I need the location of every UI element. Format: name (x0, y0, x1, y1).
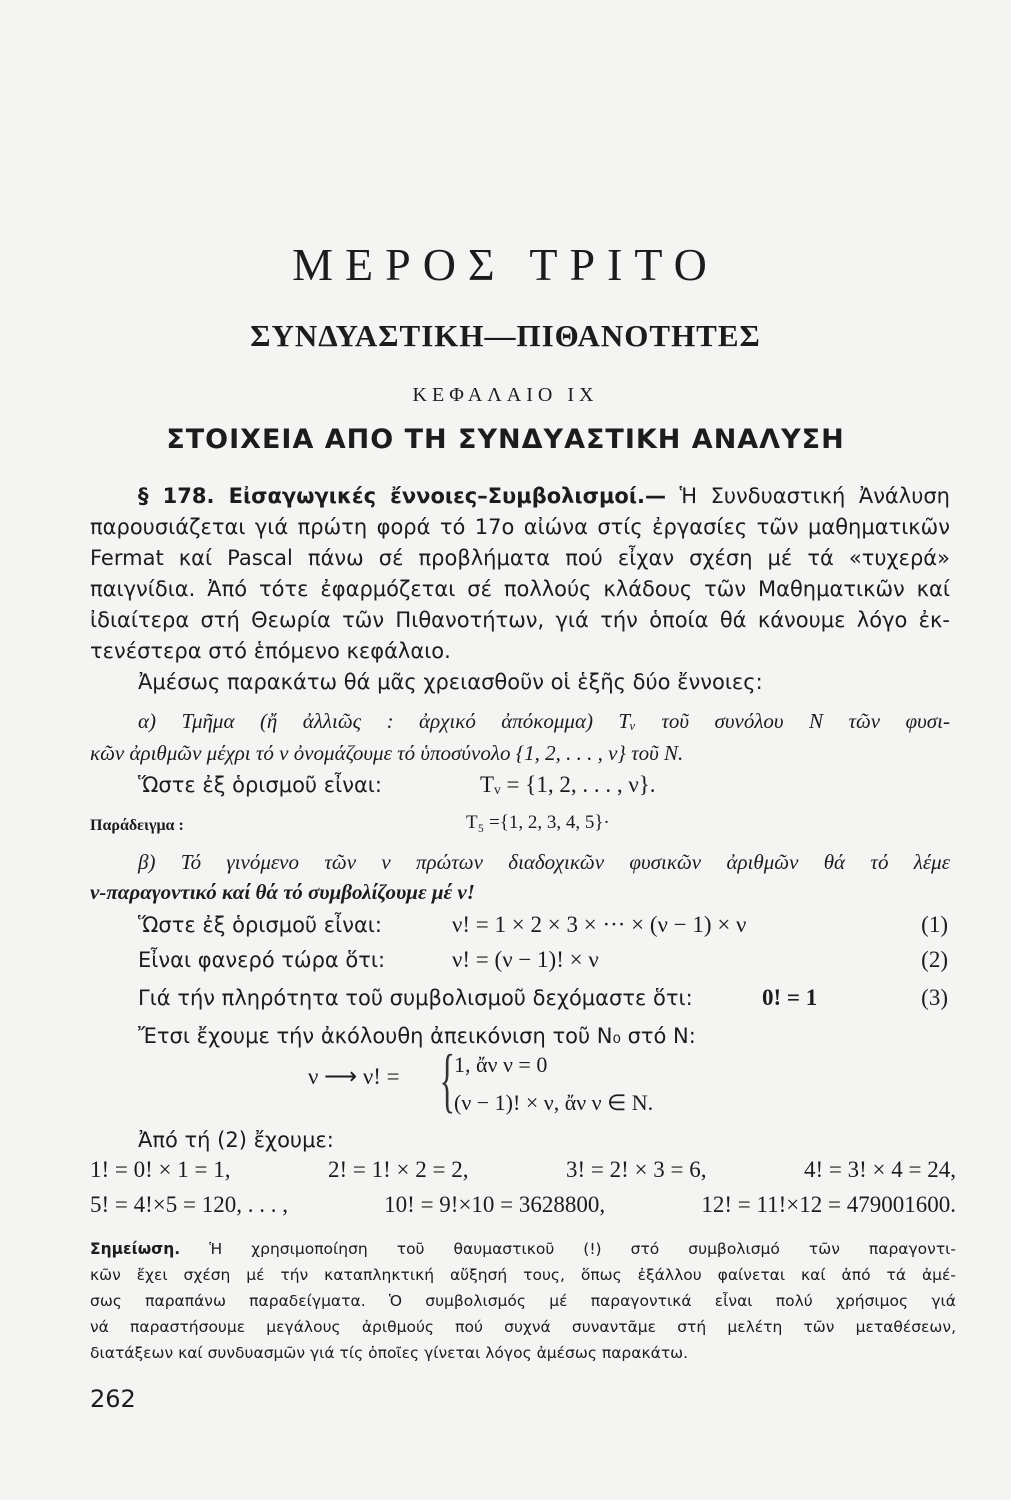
needed-concepts: Ἀμέσως παρακάτω θά μᾶς χρειασθοῦν οἱ ἑξῆς δύο ἔννοιες: (138, 670, 763, 694)
example-formula: T₅ ={1, 2, 3, 4, 5}· (466, 812, 610, 833)
note-text: Ἡ χρησιμοποίηση τοῦ θαυμαστικοῦ (!) στό συμβολισμό τῶν παραγοντι- (209, 1240, 956, 1258)
intro-line: Fermat καί Pascal πάνω σέ προβλήματα πού εἶχαν σχέση μέ τά «τυχερά» (90, 546, 950, 570)
definition-b-line-2: ν-παραγοντικό καί θά τό συμβολίζουμε μέ ν! (90, 880, 475, 904)
intro-line: τενέστερα στό ἑπόμενο κεφάλαιο. (90, 639, 451, 663)
left-brace: { (439, 1040, 456, 1120)
mapping-case-1: 1, ἄν ν = 0 (454, 1052, 548, 1077)
example-row (90, 808, 956, 841)
equation-2: ν! = (ν − 1)! × ν (452, 947, 599, 972)
definition-a-formula-row (90, 770, 956, 800)
definition-a-line-1: α) Τμῆμα (ἤ ἀλλιῶς : ἀρχικό ἀπόκομμα) Tᵥ τοῦ συνόλου N τῶν φυσι- (138, 709, 950, 733)
factorial-example: 12! = 11!×12 = 479001600. (701, 1192, 956, 1217)
note-line: διατάξεων καί συνδυασμῶν γιά τίς ὁποῖες γίνεται λόγος ἀμέσως παρακάτω. (90, 1344, 689, 1362)
note-line-1 (90, 1236, 956, 1262)
equation-label: Ὥστε ἐξ ὁρισμοῦ εἶναι: (138, 913, 382, 937)
chapter-title: ΣΤΟΙΧΕΙΑ ΑΠΟ ΤΗ ΣΥΝΔΥΑΣΤΙΚΗ ΑΝΑΛΥΣΗ (166, 424, 845, 455)
from-eq-2-text: Ἀπό τή (2) ἔχουμε: (138, 1128, 334, 1152)
note-label: Σημείωση. (90, 1240, 181, 1258)
factorial-examples-row-2 (90, 1192, 956, 1218)
bleed-through-top (100, 70, 960, 220)
part-subtitle: ΣΥΝΔΥΑΣΤΙΚΗ—ΠΙΘΑΝΟΤΗΤΕΣ (250, 318, 761, 353)
note-line: νά παραστήσουμε μεγάλους ἀριθμούς πού συχνά συναντᾶμε στή μελέτη τῶν μεταθέσεων, (90, 1318, 956, 1336)
definition-a-line-2: κῶν ἀριθμῶν μέχρι τό ν ὀνομάζουμε τό ὑποσύνολο {1, 2, . . . , ν} τοῦ N. (90, 741, 684, 765)
equation-label: Γιά τήν πληρότητα τοῦ συμβολισμοῦ δεχόμαστε ὅτι: (138, 986, 693, 1010)
formula-label: Ὥστε ἐξ ὁρισμοῦ εἶναι: (138, 773, 382, 797)
factorial-example: 10! = 9!×10 = 3628800, (384, 1192, 606, 1217)
factorial-example: 1! = 0! × 1 = 1, (90, 1157, 231, 1182)
part-title: ΜΕΡΟΣ ΤΡΙΤΟ (292, 239, 719, 290)
mapping-case-2: (ν − 1)! × ν, ἄν ν ∈ N. (454, 1090, 654, 1115)
equation-number: (3) (921, 985, 948, 1010)
chapter-label: ΚΕΦΑΛΑΙΟ IX (412, 384, 599, 406)
section-heading: § 178. Εἰσαγωγικές ἔννοιες–Συμβολισμοί.— (138, 484, 667, 508)
example-label: Παράδειγμα : (90, 817, 184, 834)
factorial-examples-row-1 (90, 1157, 956, 1183)
page-number: 262 (90, 1385, 136, 1413)
factorial-example: 3! = 2! × 3 = 6, (566, 1157, 707, 1182)
mapping-intro-text: Ἔτσι ἔχουμε τήν ἀκόλουθη ἀπεικόνιση τοῦ N₀ στό N: (138, 1024, 696, 1048)
equation-number: (1) (921, 912, 948, 937)
mapping-lhs: ν ⟶ ν! = (308, 1064, 400, 1089)
equation-2-row (90, 945, 956, 975)
intro-line: παρουσιάζεται γιά πρώτη φορά τό 17ο αἰώνα στίς ἐργασίες τῶν μαθηματικῶν (90, 515, 950, 539)
equation-1: ν! = 1 × 2 × 3 × ··· × (ν − 1) × ν (452, 912, 747, 937)
intro-line: ἰδιαίτερα στή Θεωρία τῶν Πιθανοτήτων, γιά τήν ὁποία θά κάνουμε λόγο ἐκ- (90, 608, 950, 632)
intro-line: παιγνίδια. Ἀπό τότε ἐφαρμόζεται σέ πολλούς κλάδους τῶν Μαθηματικῶν καί (90, 577, 950, 601)
factorial-example: 4! = 3! × 4 = 24, (804, 1157, 956, 1182)
equation-label: Εἶναι φανερό τώρα ὅτι: (138, 948, 386, 972)
note-line: κῶν ἔχει σχέση μέ τήν καταπληκτική αὔξησή τους, ὅπως ἐξάλλου φαίνεται καί ἀπό τά ἀμέ- (90, 1266, 956, 1284)
note-line: σως παραπάνω παραδείγματα. Ὁ συμβολισμός μέ παραγοντικά εἶναι πολύ χρήσιμος γιά (90, 1292, 956, 1310)
factorial-example: 2! = 1! × 2 = 2, (328, 1157, 469, 1182)
equation-3: 0! = 1 (762, 985, 818, 1010)
mapping-intro (90, 1021, 956, 1051)
factorial-example: 5! = 4!×5 = 120, . . . , (90, 1192, 288, 1217)
equation-number: (2) (921, 947, 948, 972)
formula: Tᵥ = {1, 2, . . . , ν}. (480, 772, 656, 797)
equation-1-row (90, 910, 956, 940)
section-intro-line-1 (90, 481, 950, 512)
from-eq-2 (90, 1125, 956, 1155)
definition-b-line-1: β) Τό γινόμενο τῶν ν πρώτων διαδοχικῶν φυσικῶν ἀριθμῶν θά τό λέμε (138, 850, 950, 874)
intro-line: Ἡ Συνδυαστική Ἀνάλυση (679, 484, 950, 508)
equation-3-row (90, 983, 956, 1013)
